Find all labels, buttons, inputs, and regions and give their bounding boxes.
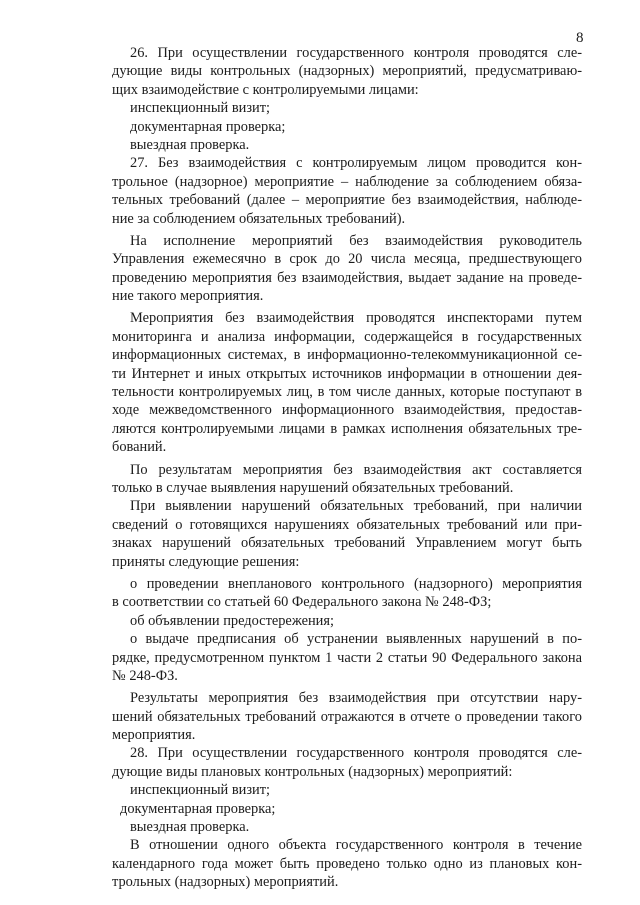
text-line: приняты следующие решения: xyxy=(112,553,300,570)
text-line: трольное (надзорное) мероприятие – наблюдение за соблюдением обяза- xyxy=(112,173,582,190)
text-line: В отношении одного объекта государственного контроля в течение xyxy=(130,837,582,854)
text-line: шений обязательных требований отражаются в отчете о проведении такого xyxy=(112,708,582,725)
text-line: ние за соблюдением обязательных требований). xyxy=(112,210,406,227)
text-line: выездная проверка. xyxy=(130,819,250,836)
text-line: ти Интернет и иных открытых источников информации в отношении дея- xyxy=(112,365,582,382)
text-line: инспекционный визит; xyxy=(130,782,271,799)
text-line: 26. При осуществлении государственного контроля проводятся сле- xyxy=(130,45,582,61)
text-line: трольных (надзорных) мероприятий. xyxy=(112,874,339,891)
text-line: только в случае выявления нарушений обязательных требований. xyxy=(112,479,514,496)
text-line: бований. xyxy=(112,439,167,456)
text-line: документарная проверка; xyxy=(120,800,276,817)
text-line: 28. При осуществлении государственного контроля проводятся сле- xyxy=(130,745,582,762)
document-body xyxy=(112,44,582,892)
text-line: знаках нарушений обязательных требований Управлением могут быть xyxy=(112,535,582,552)
text-line: дующие виды плановых контрольных (надзорных) мероприятий: xyxy=(112,763,513,780)
text-line: дующие виды контрольных (надзорных) мероприятий, предусматриваю- xyxy=(112,63,582,80)
text-line: ходе межведомственного информационного взаимодействия, предостав- xyxy=(112,402,582,419)
page-number: 8 xyxy=(576,30,584,46)
text-line: тельности контролируемых лиц, в том числе данных, которые поступают в xyxy=(112,384,582,401)
text-line: о выдаче предписания об устранении выявленных нарушений в по- xyxy=(130,631,582,648)
text-line: выездная проверка. xyxy=(130,136,250,153)
text-line: № 248-ФЗ. xyxy=(112,667,178,684)
text-line: инспекционный визит; xyxy=(130,100,271,117)
text-line: ляются контролируемыми лицами в рамках исполнения обязательных тре- xyxy=(112,420,582,437)
text-line: 27. Без взаимодействия с контролируемым лицом проводится кон- xyxy=(130,155,582,172)
text-line: проведению мероприятия без взаимодействия, выдает задание на проведе- xyxy=(112,269,582,286)
text-line: о проведении внепланового контрольного (надзорного) мероприятия xyxy=(130,575,582,592)
text-line: Управления ежемесячно в срок до 20 числа месяца, предшествующего xyxy=(112,251,582,268)
text-line: Результаты мероприятия без взаимодействия при отсутствии нару- xyxy=(130,690,582,707)
text-line: По результатам мероприятия без взаимодействия акт составляется xyxy=(130,461,582,478)
text-line: информационных системах, в информационно-телекоммуникационной се- xyxy=(112,347,582,364)
text-line: документарная проверка; xyxy=(130,118,286,135)
text-line: Мероприятия без взаимодействия проводятся инспекторами путем xyxy=(130,310,582,327)
text-line: мероприятия. xyxy=(112,727,196,744)
text-line: щих взаимодействие с контролируемыми лицами: xyxy=(112,81,419,98)
text-line: рядке, предусмотренном пунктом 1 части 2 статьи 90 Федерального закона xyxy=(112,649,582,666)
text-line: сведений о готовящихся нарушениях обязательных требований или при- xyxy=(112,516,582,533)
text-line: ние такого мероприятия. xyxy=(112,288,264,305)
text-line: в соответствии со статьей 60 Федерального закона № 248-ФЗ; xyxy=(112,594,492,611)
text-line: тельных требований (далее – мероприятие без взаимодействия, наблюде- xyxy=(112,192,582,209)
text-line: На исполнение мероприятий без взаимодействия руководитель xyxy=(130,232,582,249)
text-line: календарного года может быть проведено только одно из плановых кон- xyxy=(112,855,582,872)
text-line: мониторинга и анализа информации, содержащейся в государственных xyxy=(112,328,582,345)
text-line: При выявлении нарушений обязательных требований, при наличии xyxy=(130,498,582,515)
text-line: об объявлении предостережения; xyxy=(130,612,334,629)
